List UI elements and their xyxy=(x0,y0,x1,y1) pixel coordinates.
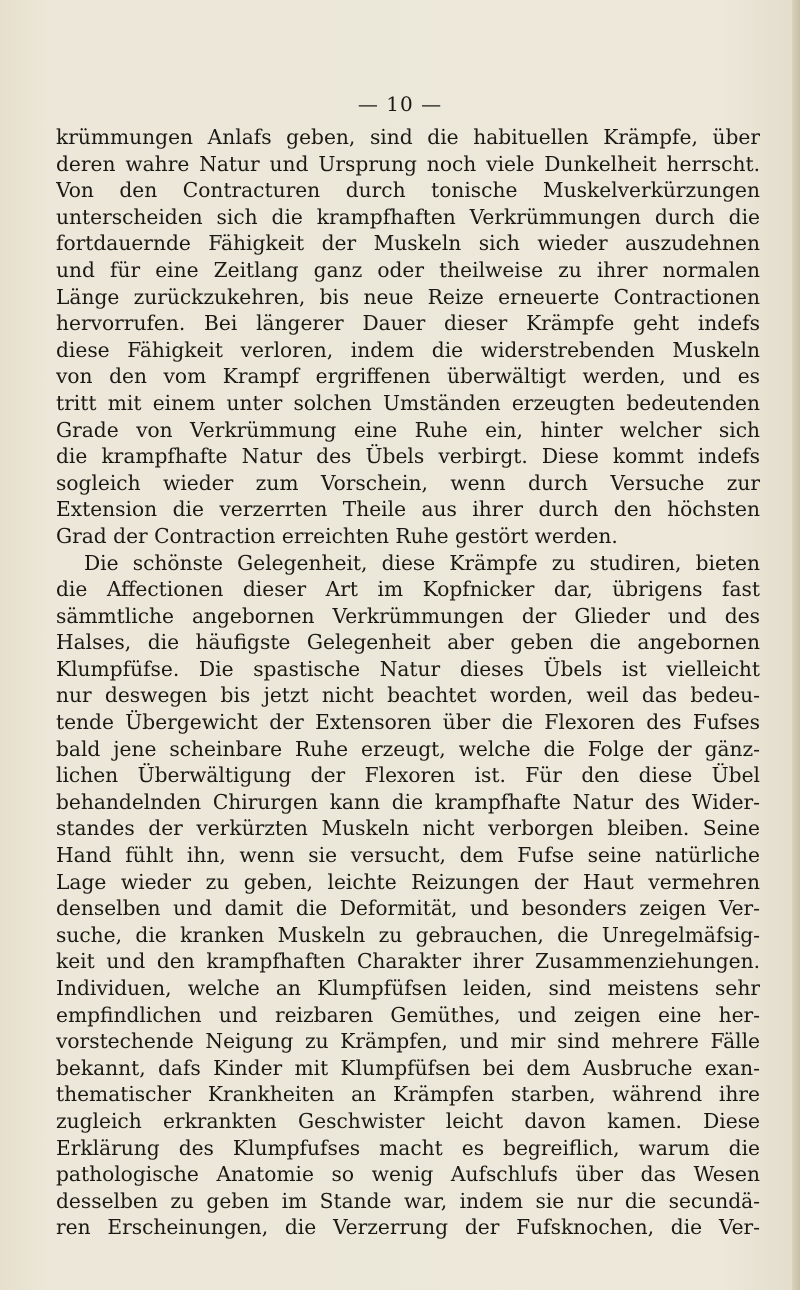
text-line: behandelnden Chirurgen kann die krampfhafte Natur des Wider- xyxy=(56,789,760,814)
text-line: ren Erscheinungen, die Verzerrung der Fufsknochen, die Ver- xyxy=(56,1215,760,1240)
text-line: Grad der Contraction erreichten Ruhe gestört werden. xyxy=(56,523,618,548)
text-line: Halses, die häufigste Gelegenheit aber geben die angebornen xyxy=(56,630,760,655)
text-line: Hand fühlt ihn, wenn sie versucht, dem Fufse seine natürliche xyxy=(56,843,760,868)
text-line: keit und den krampfhaften Charakter ihrer Zusammenziehungen. xyxy=(56,949,760,974)
text-line: standes der verkürzten Muskeln nicht verborgen bleiben. Seine xyxy=(56,816,760,841)
text-line: empfindlichen und reizbaren Gemüthes, und zeigen eine her- xyxy=(56,1002,760,1027)
text-line: von den vom Krampf ergriffenen überwältigt werden, und es xyxy=(56,364,760,389)
text-line: nur deswegen bis jetzt nicht beachtet worden, weil das bedeu- xyxy=(56,683,760,708)
text-line: sogleich wieder zum Vorschein, wenn durch Versuche zur xyxy=(56,470,760,495)
text-line: und für eine Zeitlang ganz oder theilweise zu ihrer normalen xyxy=(56,257,760,282)
text-line: Individuen, welche an Klumpfüfsen leiden, sind meistens sehr xyxy=(56,976,760,1000)
text-line: thematischer Krankheiten an Krämpfen starben, während ihre xyxy=(56,1082,760,1107)
text-line: Klumpfüfse. Die spastische Natur dieses Übels ist vielleicht xyxy=(56,656,760,681)
text-line: die Affectionen dieser Art im Kopfnicker dar, übrigens fast xyxy=(56,577,760,602)
text-line: bald jene scheinbare Ruhe erzeugt, welche die Folge der gänz- xyxy=(56,736,760,761)
text-line: Länge zurückzukehren, bis neue Reize erneuerte Contractionen xyxy=(56,284,760,309)
body-text xyxy=(56,124,760,1241)
text-line: tende Übergewicht der Extensoren über die Flexoren des Fufses xyxy=(56,710,760,735)
text-line: Die schönste Gelegenheit, diese Krämpfe zu studiren, bieten xyxy=(84,550,760,575)
text-line: Grade von Verkrümmung eine Ruhe ein, hinter welcher sich xyxy=(56,417,760,442)
text-line: suche, die kranken Muskeln zu gebrauchen, die Unregelmäfsig- xyxy=(56,922,760,947)
text-line: desselben zu geben im Stande war, indem sie nur die secundä- xyxy=(56,1188,760,1213)
text-line: Erklärung des Klumpfufses macht es begreiflich, warum die xyxy=(56,1135,760,1160)
text-line: Von den Contracturen durch tonische Muskelverkürzungen xyxy=(56,178,760,203)
page-edge xyxy=(792,0,800,1290)
text-line: bekannt, dafs Kinder mit Klumpfüfsen bei dem Ausbruche exan- xyxy=(56,1055,760,1080)
text-line: hervorrufen. Bei längerer Dauer dieser Krämpfe geht indefs xyxy=(56,311,760,336)
text-line: diese Fähigkeit verloren, indem die widerstrebenden Muskeln xyxy=(56,337,760,362)
text-line: unterscheiden sich die krampfhaften Verkrümmungen durch die xyxy=(56,204,760,229)
text-line: pathologische Anatomie so wenig Aufschlufs über das Wesen xyxy=(56,1162,760,1187)
text-line: sämmtliche angebornen Verkrümmungen der Glieder und des xyxy=(56,603,760,628)
text-line: fortdauernde Fähigkeit der Muskeln sich wieder auszudehnen xyxy=(56,231,760,256)
text-line: vorstechende Neigung zu Krämpfen, und mir sind mehrere Fälle xyxy=(56,1029,760,1054)
text-line: deren wahre Natur und Ursprung noch viele Dunkelheit herrscht. xyxy=(56,151,760,176)
page-number-header: — 10 — xyxy=(357,92,443,116)
text-line: zugleich erkrankten Geschwister leicht davon kamen. Diese xyxy=(56,1108,760,1133)
text-line: denselben und damit die Deformität, und besonders zeigen Ver- xyxy=(56,896,760,921)
text-line: lichen Überwältigung der Flexoren ist. Für den diese Übel xyxy=(56,763,760,788)
text-line: die krampfhafte Natur des Übels verbirgt. Diese kommt indefs xyxy=(56,444,760,469)
text-line: Extension die verzerrten Theile aus ihrer durch den höchsten xyxy=(56,497,760,522)
text-line: Lage wieder zu geben, leichte Reizungen der Haut vermehren xyxy=(56,869,760,894)
text-line: krümmungen Anlafs geben, sind die habituellen Krämpfe, über xyxy=(56,125,760,149)
text-line: tritt mit einem unter solchen Umständen erzeugten bedeutenden xyxy=(56,390,760,415)
